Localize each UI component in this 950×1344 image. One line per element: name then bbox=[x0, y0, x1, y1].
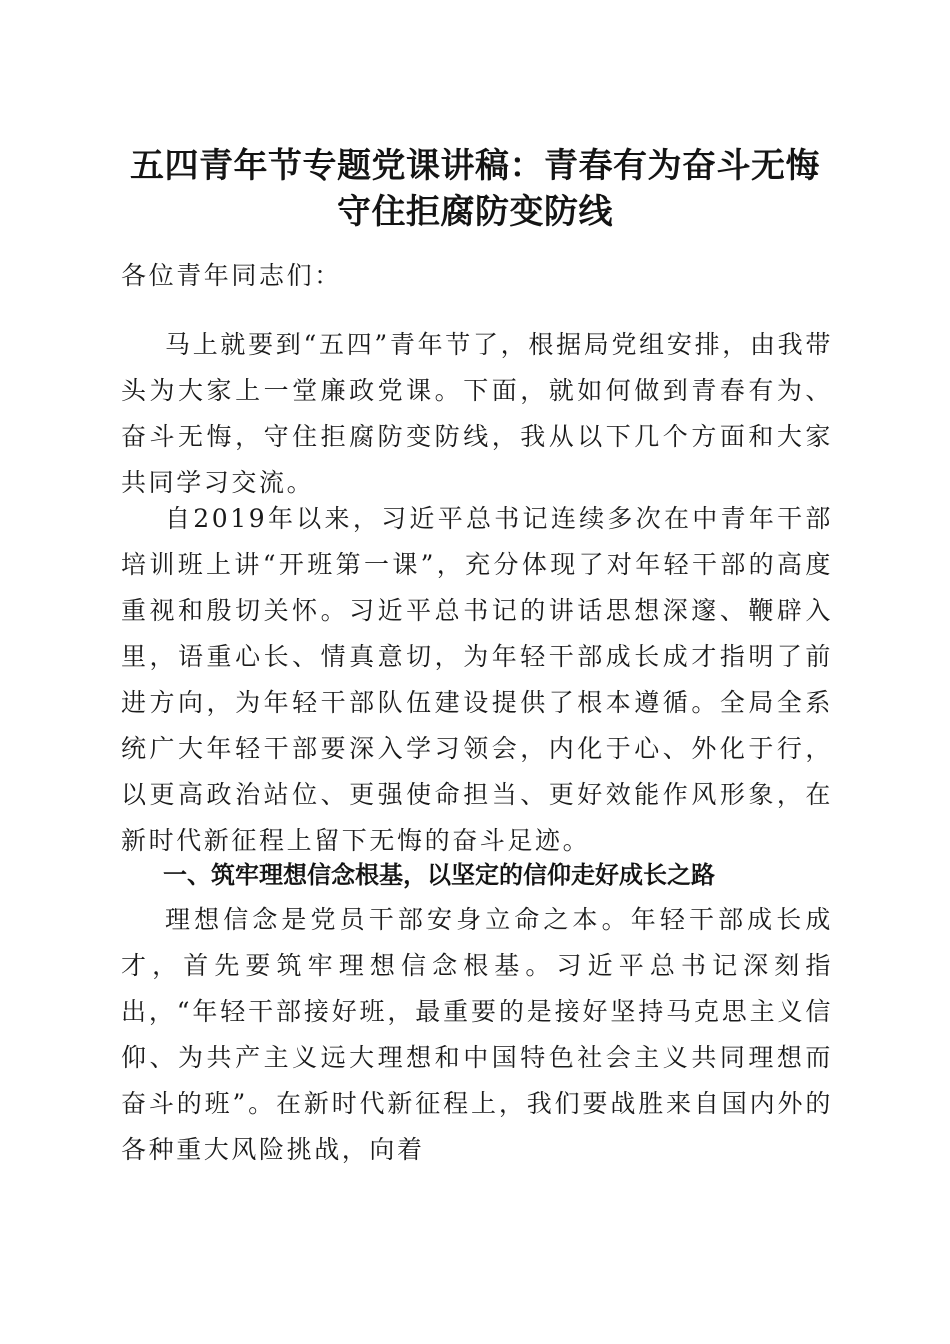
section-heading-1: 一、筑牢理想信念根基，以坚定的信仰走好成长之路 bbox=[163, 861, 715, 889]
salutation: 各位青年同志们： bbox=[121, 261, 342, 290]
document-title-line-1: 五四青年节专题党课讲稿：青春有为奋斗无悔 bbox=[130, 146, 820, 186]
paragraph-intro: 马上就要到“五四”青年节了，根据局党组安排，由我带头为大家上一堂廉政党课。下面，就如何做到青春有为、奋斗无悔，守住拒腐防变防线，我从以下几个方面和大家共同学习交流。 bbox=[121, 330, 833, 497]
document-title-line-2: 守住拒腐防变防线 bbox=[337, 192, 613, 232]
paragraph-section-1: 理想信念是党员干部安身立命之本。年轻干部成长成才，首先要筑牢理想信念根基。习近平总书记深刻指出，“年轻干部接好班，最重要的是接好坚持马克思主义信仰、为共产主义远大理想和中国特色社会主义共同理想而奋斗的班”。在新时代新征程上，我们要战胜来自国内外的各种重大风险挑战，向着 bbox=[121, 905, 833, 1164]
paragraph-background: 自2019年以来，习近平总书记连续多次在中青年干部培训班上讲“开班第一课”，充分体现了对年轻干部的高度重视和殷切关怀。习近平总书记的讲话思想深邃、鞭辟入里，语重心长、情真意切，为年轻干部成长成才指明了前进方向，为年轻干部队伍建设提供了根本遵循。全局全系统广大年轻干部要深入学习领会，内化于心、外化于行，以更高政治站位、更强使命担当、更好效能作风形象，在新时代新征程上留下无悔的奋斗足迹。 bbox=[121, 504, 833, 855]
